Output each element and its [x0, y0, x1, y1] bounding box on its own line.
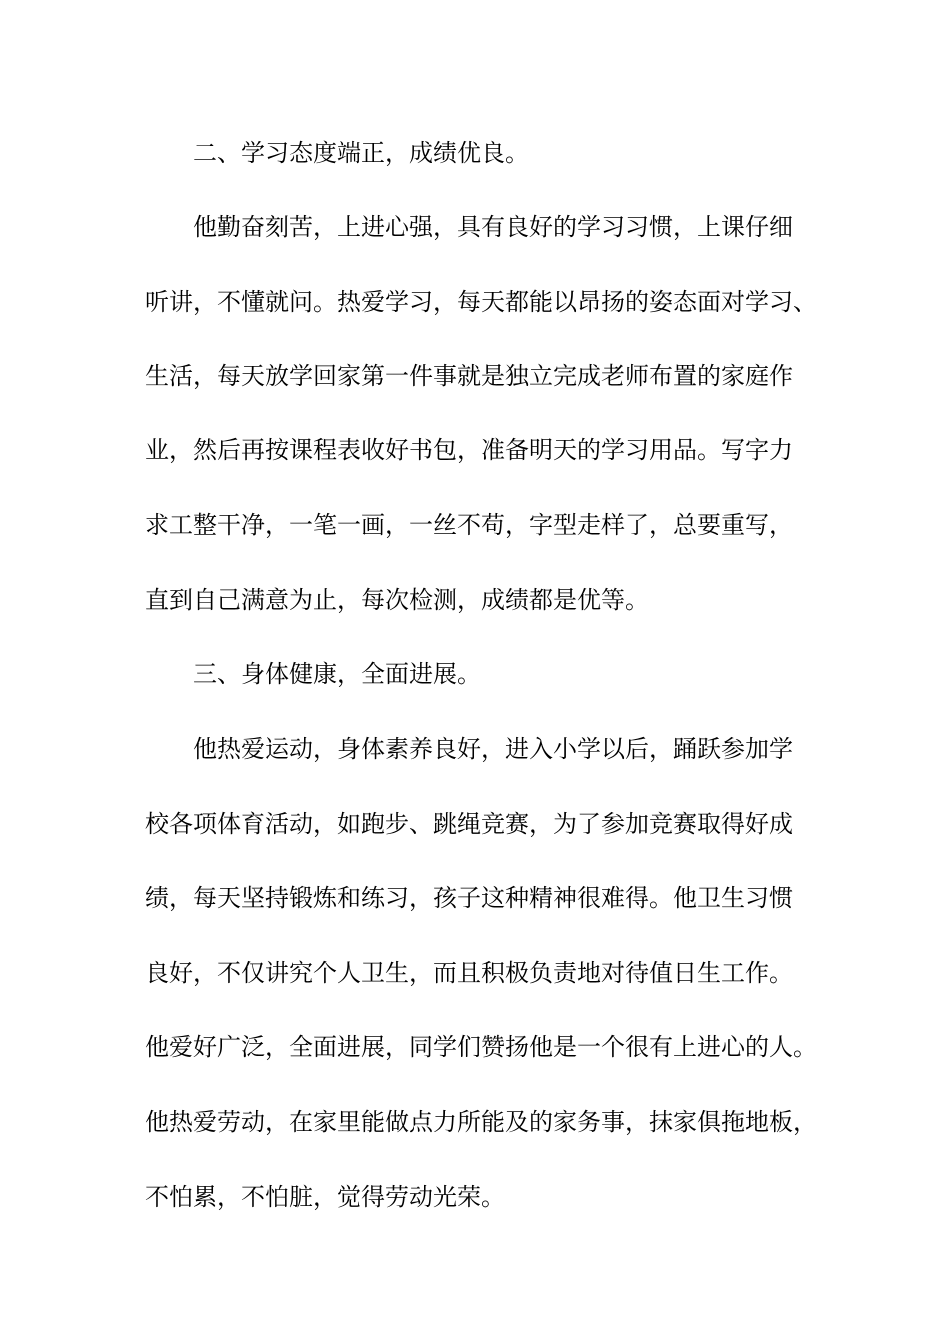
- paragraph-line: 他热爱劳动，在家里能做点力所能及的家务事，抹家俱拖地板，: [145, 1108, 817, 1136]
- paragraph-line: 他勤奋刻苦，上进心强，具有良好的学习习惯，上课仔细: [193, 213, 793, 241]
- paragraph-line: 听讲，不懂就问。热爱学习，每天都能以昂扬的姿态面对学习、: [145, 288, 817, 316]
- paragraph-line: 他爱好广泛，全面进展，同学们赞扬他是一个很有上进心的人。: [145, 1033, 817, 1061]
- paragraph-line: 校各项体育活动，如跑步、跳绳竞赛，为了参加竞赛取得好成: [145, 810, 793, 838]
- section-heading-3: 三、身体健康，全面进展。: [193, 660, 481, 688]
- paragraph-line: 绩，每天坚持锻炼和练习，孩子这种精神很难得。他卫生习惯: [145, 884, 793, 912]
- paragraph-line: 直到自己满意为止，每次检测，成绩都是优等。: [145, 586, 649, 614]
- paragraph-line: 他热爱运动，身体素养良好，进入小学以后，踊跃参加学: [193, 735, 793, 763]
- paragraph-line: 不怕累，不怕脏，觉得劳动光荣。: [145, 1183, 505, 1211]
- paragraph-line: 求工整干净，一笔一画，一丝不苟，字型走样了，总要重写，: [145, 511, 793, 539]
- section-heading-2: 二、学习态度端正，成绩优良。: [193, 139, 529, 167]
- paragraph-line: 业，然后再按课程表收好书包，准备明天的学习用品。写字力: [145, 436, 793, 464]
- paragraph-line: 生活，每天放学回家第一件事就是独立完成老师布置的家庭作: [145, 362, 793, 390]
- paragraph-line: 良好，不仅讲究个人卫生，而且积极负责地对待值日生工作。: [145, 959, 793, 987]
